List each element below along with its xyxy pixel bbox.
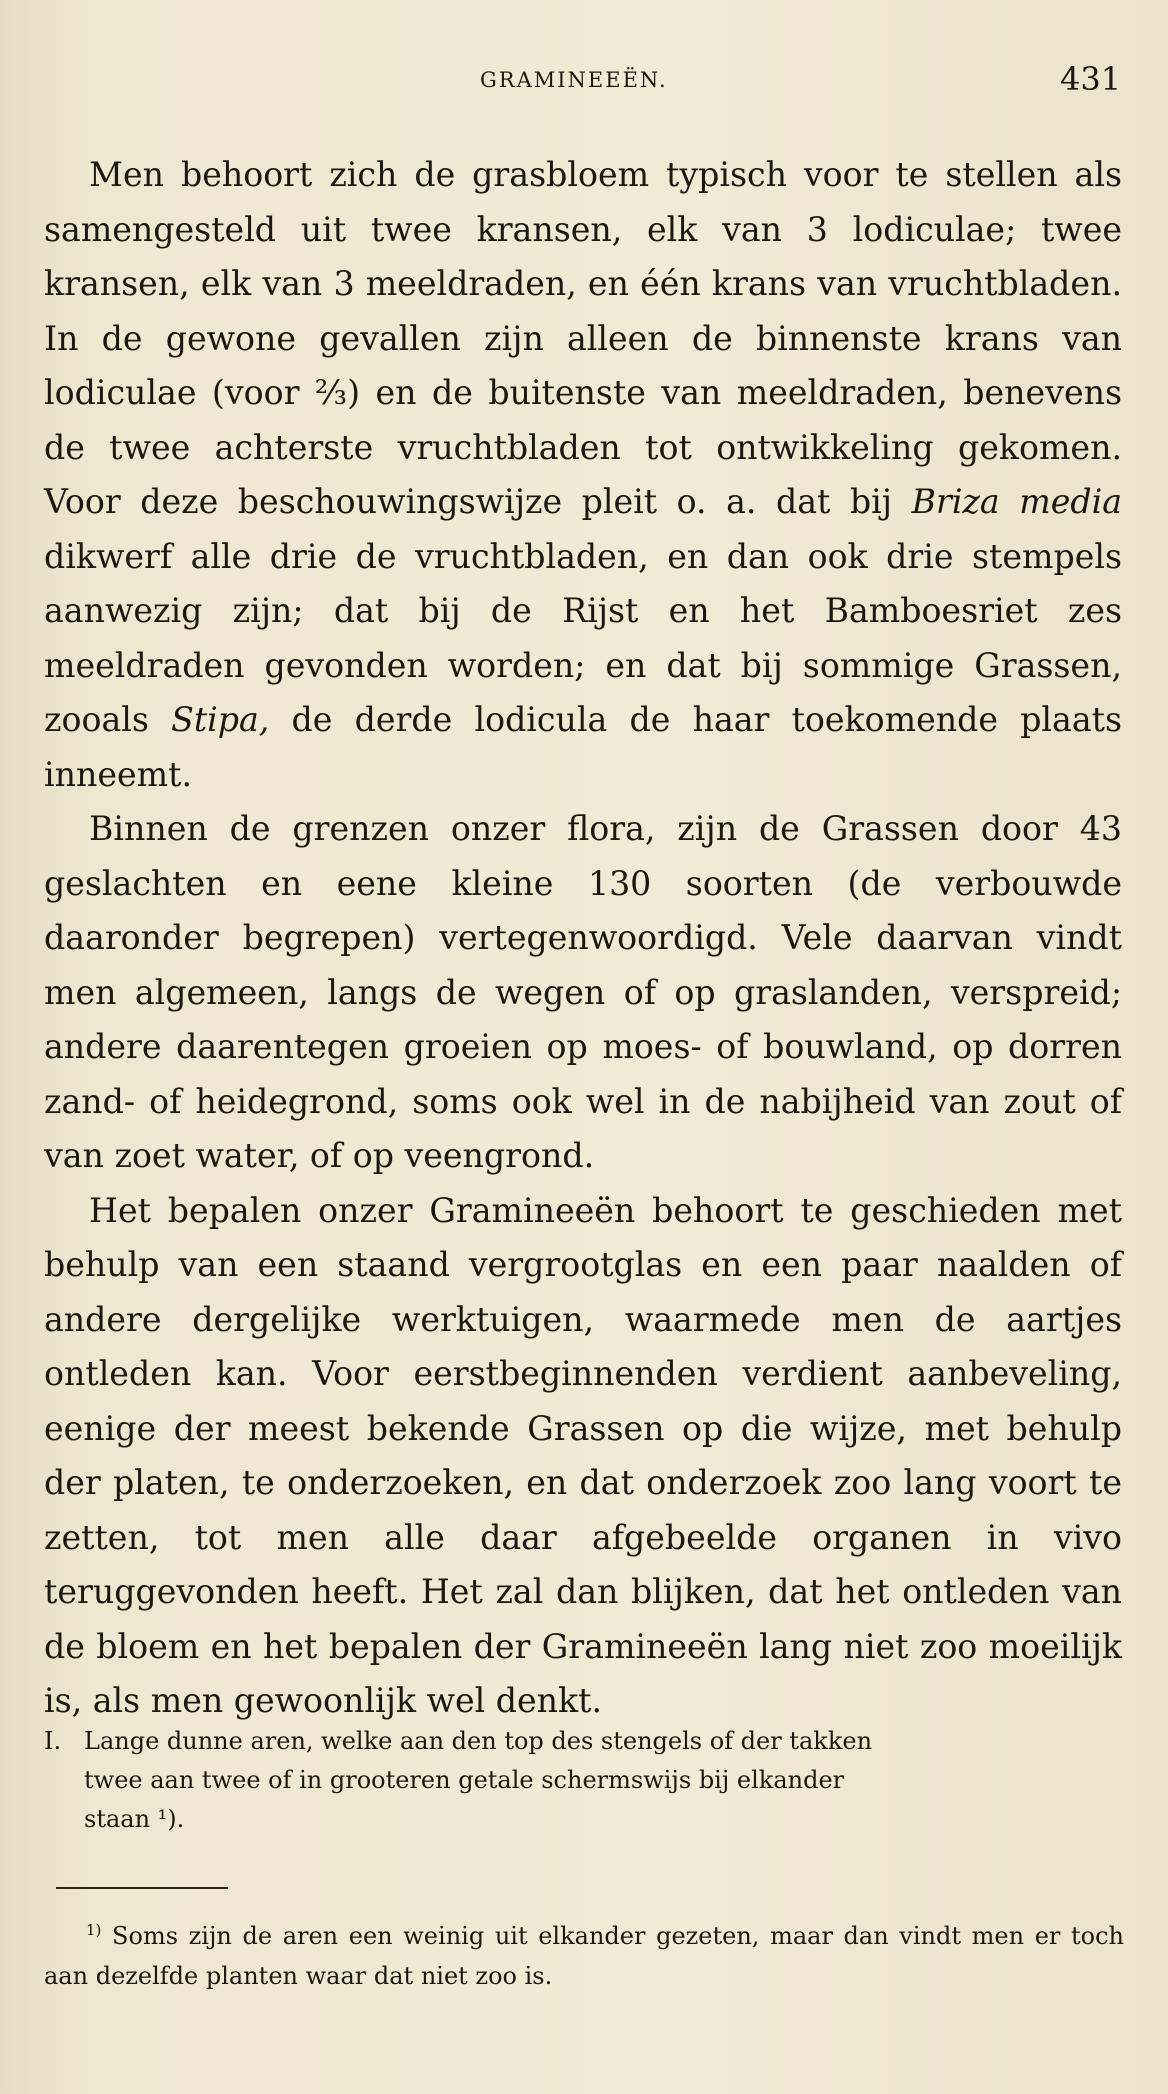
footnote-divider (56, 1887, 228, 1889)
paragraph-identification: Het bepalen onzer Gramineeën behoort te geschieden met behulp van een staand vergrootglas en een paar naalden of andere dergelijke werktuigen, waarmede men de aartjes ontleden kan. Voor eerstbeginnenden verdient aanbeveling, eenige der meest bekende Grassen op die wijze, met behulp der platen, te onderzoeken, en dat onderzoek zoo lang voort te zetten, tot men alle daar afgebeelde organen in vivo teruggevonden heeft. Het zal dan blijken, dat het ontleden van de bloem en het bepalen der Gramineeën lang niet zoo moeilijk is, als men gewoonlijk wel denkt. (44, 1190, 1122, 1720)
paragraph-flower-structure (44, 148, 1122, 802)
page-header (0, 58, 1168, 108)
genus-stipa: Stipa, (171, 700, 270, 739)
key-line: twee aan twee of in grooteren getale schermswijs bij elkander (84, 1766, 845, 1794)
key-line: Lange dunne aren, welke aan den top des stengels of der takken (84, 1727, 873, 1755)
paragraph-1-text-b: dikwerf alle drie de vruchtbladen, en dan ook drie stempels aanwezig zijn; dat bij de Rijst en het Bamboesriet zes meeldraden gevonden worden; en dat bij sommige Grassen, zooals (44, 536, 1122, 739)
species-briza-media: Briza media (911, 482, 1122, 521)
key-entry (44, 1722, 1084, 1839)
key-number: I. (44, 1727, 62, 1755)
footnote-text: Soms zijn de aren een weinig uit elkander gezeten, maar dan vindt men er toch aan dezelfde planten waar dat niet zoo is. (44, 1922, 1124, 1990)
running-title: GRAMINEEËN. (480, 68, 668, 92)
footnote (44, 1910, 1124, 1996)
key-line: staan ¹). (84, 1805, 185, 1833)
paragraph-1-text-a: Men behoort zich de grasbloem typisch voor te stellen als samengesteld uit twee kransen, elk van 3 lodiculae; twee kransen, elk van 3 meeldraden, en één krans van vruchtbladen. In de gewone gevallen zijn alleen de binnenste krans van lodiculae (voor ⅔) en de buitenste van meeldraden, benevens de twee achterste vruchtbladen tot ontwikkeling gekomen. Voor deze beschouwingswijze pleit o. a. dat bij (44, 155, 1122, 521)
paragraph-1-text-c: de derde lodicula de haar toekomende plaats inneemt. (44, 700, 1122, 794)
paragraph-flora-range: Binnen de grenzen onzer flora, zijn de Grassen door 43 geslachten en eene kleine 130 soorten (de verbouwde daaronder begrepen) vertegenwoordigd. Vele daarvan vindt men algemeen, langs de wegen of op graslanden, verspreid; andere daarentegen groeien op moes- of bouwland, op dorren zand- of heidegrond, soms ook wel in de nabijheid van zout of van zoet water, of op veengrond. (44, 809, 1122, 1175)
identification-key (44, 1722, 1084, 1839)
footnote-marker: 1) (86, 1921, 102, 1939)
key-text (84, 1722, 1084, 1839)
body-text (44, 148, 1122, 1729)
page-number: 431 (1060, 60, 1122, 98)
